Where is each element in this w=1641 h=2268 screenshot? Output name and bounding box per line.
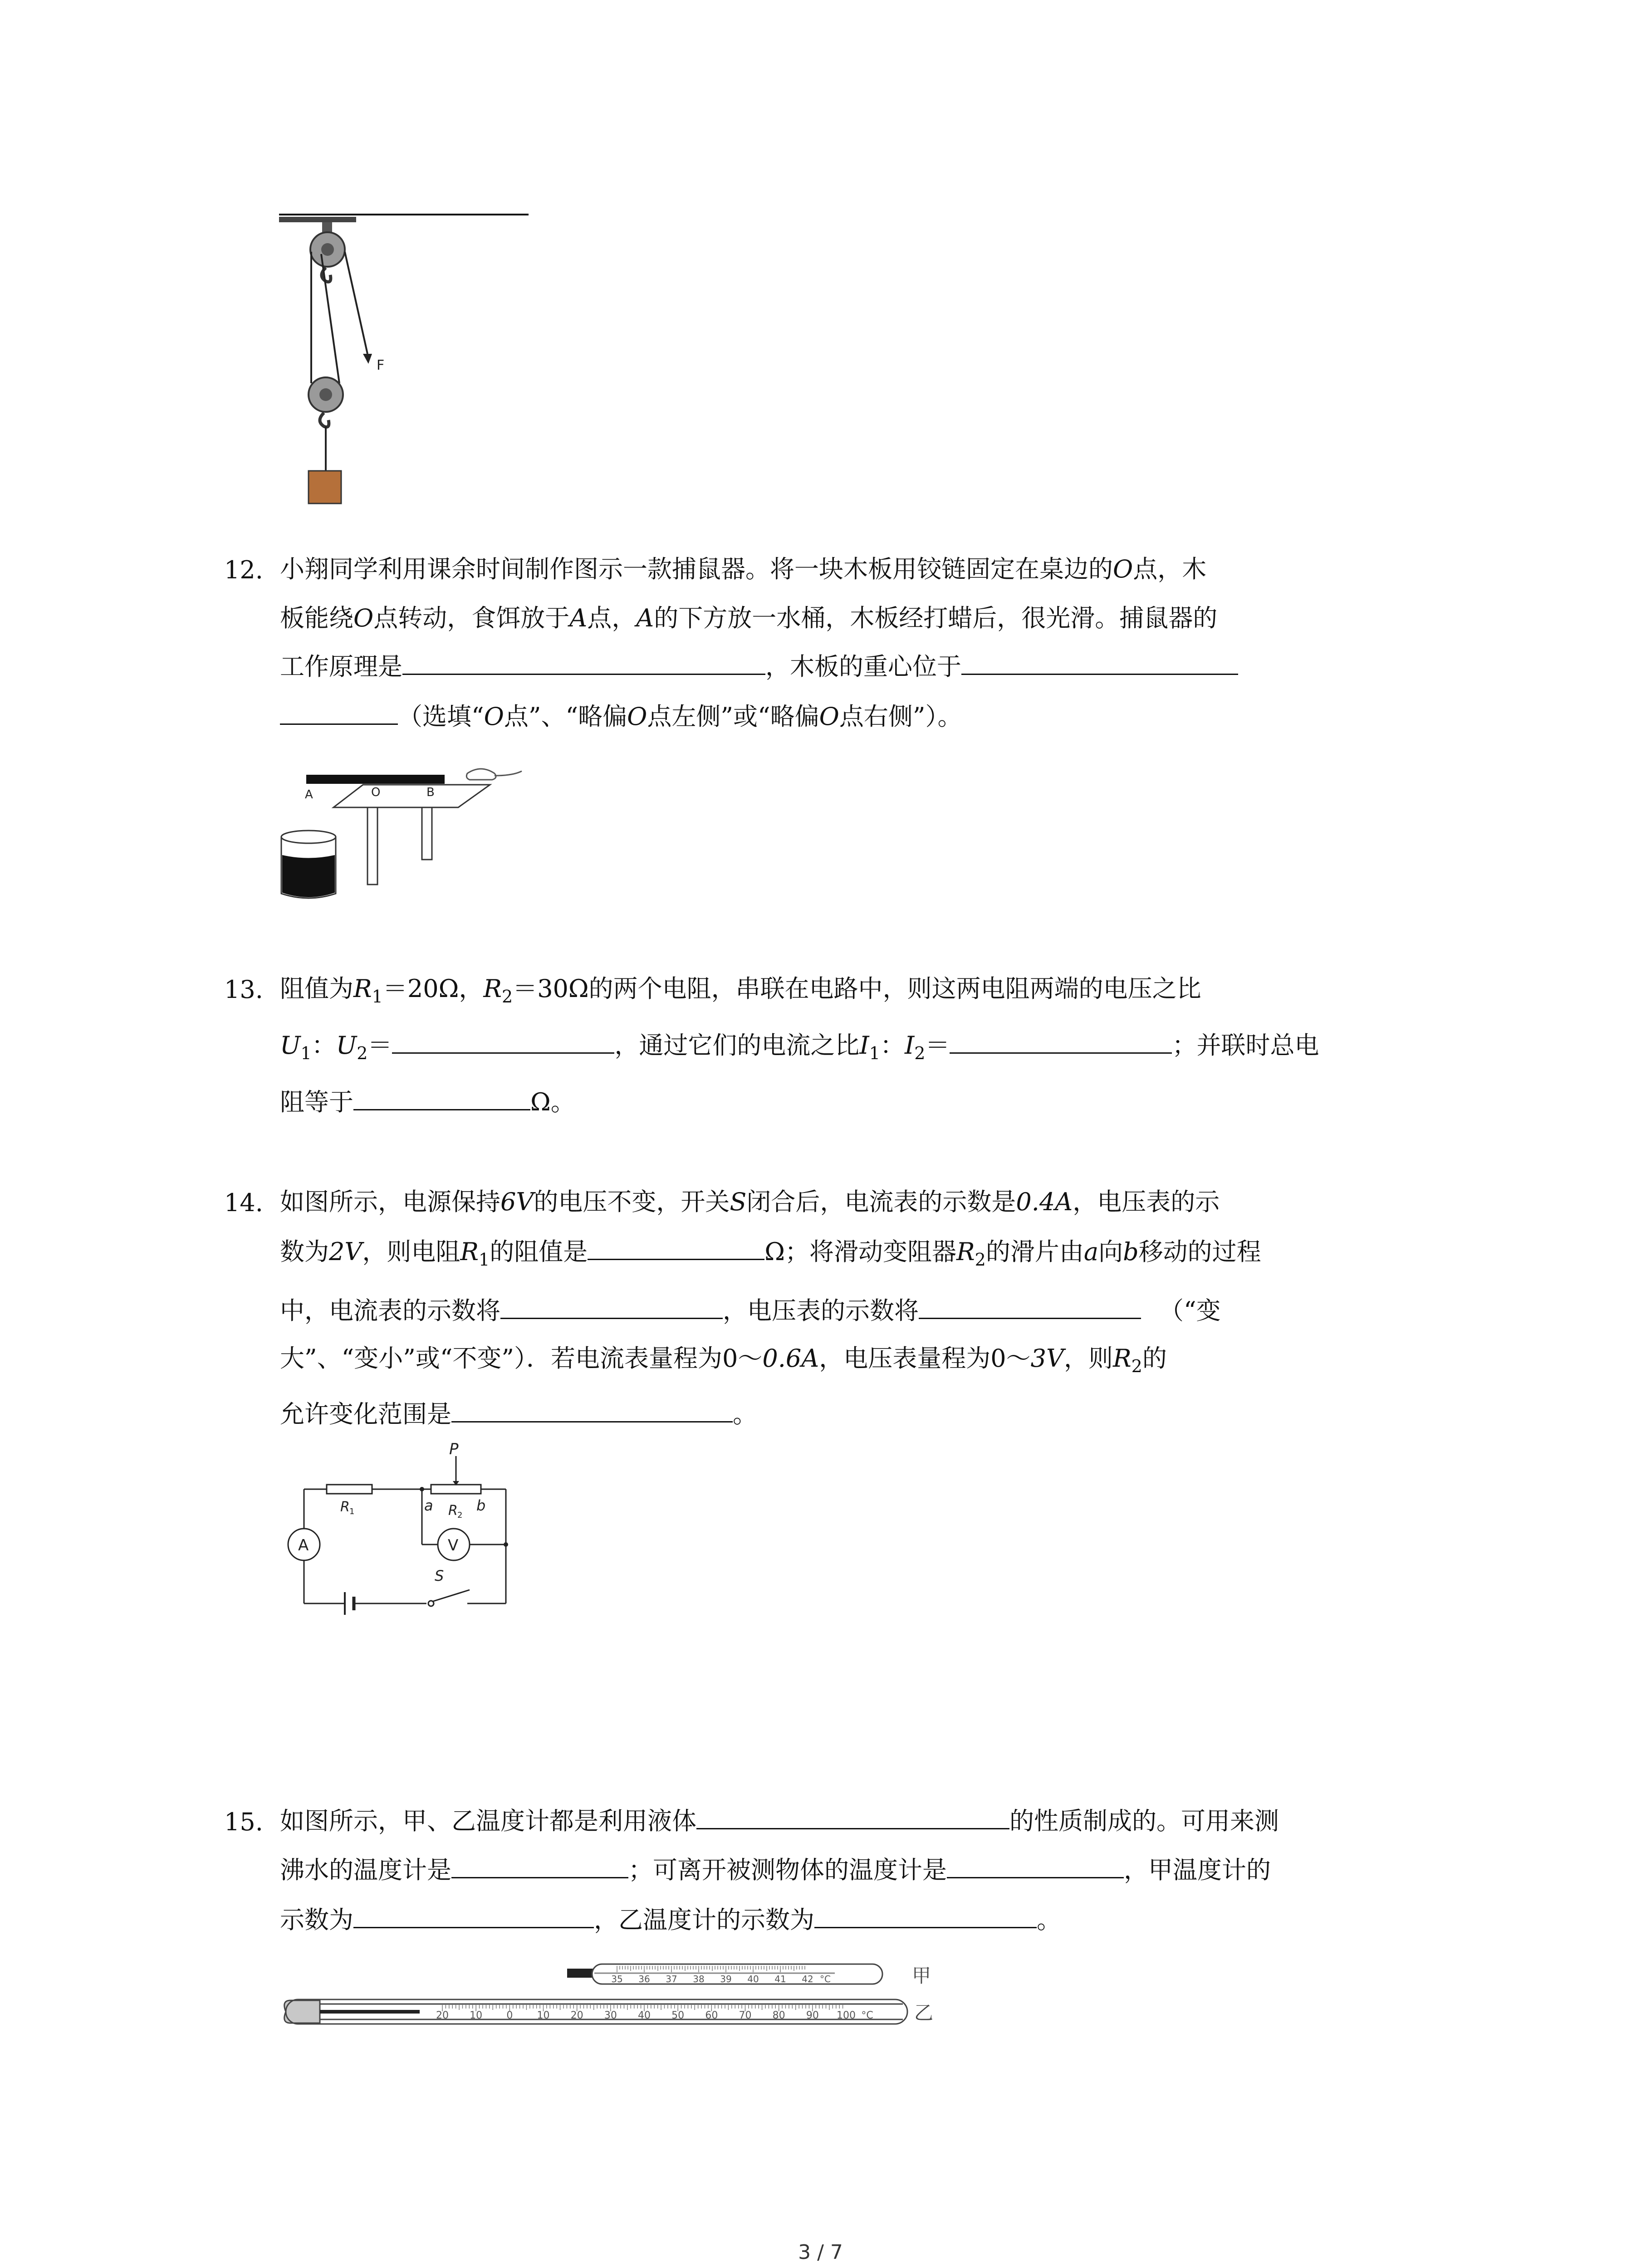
force-label: F [377,357,385,373]
scale-label: 90 [806,2010,819,2021]
q14-text: 的电压不变，开关 [534,1188,730,1216]
q12-var: O [353,604,374,632]
q14-text: 如图所示，电源保持 [280,1188,500,1216]
q13-text: ： [311,1031,336,1060]
q12-line3 [280,653,1238,680]
resistor-r1 [327,1485,372,1494]
scale-label: 20 [436,2010,449,2021]
q13-text: ＝ [367,1031,392,1060]
water-bucket [282,855,335,897]
label-b-end: b [476,1497,486,1514]
answer-blank[interactable] [588,1240,764,1260]
scale-label: 80 [772,2010,785,2021]
q12-text: 点转动，食饵放于 [373,604,570,632]
answer-blank[interactable] [353,1908,594,1928]
answer-blank[interactable] [500,1299,723,1319]
q14-var: 3V [1030,1344,1064,1373]
q12-text: 工作原理是 [280,652,402,681]
table-top [333,785,490,807]
scale-label: 41 [774,1974,786,1984]
q15-text: ，乙温度计的示数为 [594,1906,814,1934]
scale-label: 60 [705,2010,718,2021]
mouse-icon [466,769,522,780]
q14-text: ，电压表量程为0～ [819,1344,1031,1373]
mousetrap-figure [277,758,558,912]
q14-line5 [280,1401,757,1428]
q13-line3 [280,1089,575,1116]
q14-text: 闭合后，电流表的示数是 [746,1188,1016,1216]
q12-line2 [280,605,1217,632]
q15-text: 。 [1037,1906,1061,1934]
q14-text: （“变 [1159,1296,1221,1325]
q14-text: 允许变化范围是 [280,1400,451,1428]
voltmeter-label: V [448,1536,459,1554]
q14-sub: 2 [975,1249,986,1270]
q13-text: ＝20Ω， [382,974,484,1003]
q14-var: R [1112,1344,1132,1373]
q14-var: 2V [329,1237,362,1266]
q14-text: 数为 [280,1237,329,1266]
q13-var: U [280,1031,301,1060]
q12-text: 点，木 [1133,555,1207,583]
q12-number: 12. [224,556,263,584]
q15-text: ；可离开被测物体的温度计是 [628,1856,947,1884]
answer-blank[interactable] [961,655,1238,675]
q12-var: A [636,604,654,632]
q14-text: 移动的过程 [1138,1237,1261,1266]
scale-label: 20 [570,2010,583,2021]
q13-sub: 2 [502,986,513,1007]
q13-sub: 1 [372,986,383,1007]
answer-blank[interactable] [280,704,398,725]
q12-text: ，木板的重心位于 [765,652,961,681]
page-number: 3 / 7 [798,2241,843,2264]
scale-label: 0 [506,2010,513,2021]
q13-line1 [280,974,1201,1007]
answer-blank[interactable] [919,1299,1141,1319]
q13-sub: 2 [357,1043,368,1063]
thermometer-jia-label: 甲 [912,1965,931,1987]
q14-text: 的阻值是 [490,1237,588,1266]
label-a: A [305,788,313,802]
q12-text: 的下方放一水桶，木板经打蜡后，很光滑。捕鼠器的 [654,604,1218,632]
ammeter-label: A [298,1536,309,1554]
q13-text: ＝30Ω的两个电阻，串联在电路中，则这两电阻两端的电压之比 [513,974,1201,1003]
q13-text: ，通过它们的电流之比 [614,1031,860,1060]
q14-line4 [280,1344,1167,1376]
label-b: B [426,786,435,799]
q14-text: 中，电流表的示数将 [280,1296,500,1325]
q14-text: ，则电阻 [362,1237,460,1266]
q14-text: ，则 [1063,1344,1113,1373]
ceiling-hatch [279,217,356,222]
q13-line2 [280,1031,1319,1063]
q15-line1 [280,1808,1279,1835]
table-leg [367,807,377,885]
q13-number: 13. [224,975,263,1004]
scale-unit: °C [820,1974,831,1984]
q13-sub: 1 [300,1043,312,1063]
q15-text: 示数为 [280,1906,353,1934]
q12-text: （选填“ [398,702,484,731]
scale-label: 42 [802,1974,813,1984]
scale-label: 40 [747,1974,759,1984]
q14-var: 6V [500,1188,534,1216]
answer-blank[interactable] [451,1402,733,1422]
q14-text: 大”、“变小”或“不变”）．若电流表量程为0～ [280,1344,763,1373]
circuit-figure [277,1442,531,1642]
q15-line3 [280,1906,1061,1934]
answer-blank[interactable] [950,1033,1172,1054]
thermometer-jia [592,1964,882,1984]
table-leg [422,807,432,860]
answer-blank[interactable] [353,1090,530,1110]
q15-text: 如图所示，甲、乙温度计都是利用液体 [280,1807,696,1835]
q12-var: O [819,702,839,731]
switch-label: S [435,1567,444,1584]
q12-text: 小翔同学利用课余时间制作图示一款捕鼠器。将一块木板用铰链固定在桌边的 [280,555,1113,583]
q12-text: 板能绕 [280,604,353,632]
q12-var: O [484,702,504,731]
q14-text: 。 [733,1400,757,1428]
q12-var: A [569,604,588,632]
q12-var: O [1113,555,1133,583]
q12-text: 点左侧”或“略偏 [647,702,819,731]
q14-line3 [280,1297,1221,1325]
q12-var: O [627,702,647,731]
q14-sub: 2 [1131,1356,1142,1376]
q12-text: 点”、“略偏 [504,702,627,731]
q14-text: 的滑片由 [985,1237,1084,1266]
label-r1-sub: 1 [349,1507,355,1516]
q12-text: 点右侧”）。 [839,702,962,731]
board [306,775,445,784]
scale-label: 36 [638,1974,650,1984]
q13-text: 阻值为 [280,974,353,1003]
q13-text: ；并联时总电 [1172,1031,1319,1060]
q14-var: S [730,1188,747,1216]
q13-var: R [483,974,502,1003]
rheostat-r2 [431,1485,481,1494]
q12-text: 点， [587,604,637,632]
scale-label: 38 [693,1974,705,1984]
label-r2-sub: 2 [457,1510,463,1520]
answer-blank[interactable] [451,1858,628,1878]
answer-blank[interactable] [402,655,765,675]
q13-text: 阻等于 [280,1088,353,1116]
q13-text: ＝ [925,1031,950,1060]
q14-var: 0.4A [1016,1188,1073,1216]
q15-number: 15. [224,1808,263,1836]
q14-text: 的 [1142,1344,1167,1373]
answer-blank[interactable] [392,1033,614,1054]
q14-text: Ω；将滑动变阻器 [764,1237,956,1266]
scale-unit: °C [861,2010,873,2021]
scale-label: 40 [638,2010,651,2021]
q14-text: 向 [1098,1237,1123,1266]
pulley-figure [272,204,544,513]
q12-line1 [280,556,1206,583]
scale-label: 10 [537,2010,550,2021]
q13-text: ： [880,1031,905,1060]
answer-blank[interactable] [814,1908,1037,1928]
q13-text: Ω。 [530,1088,575,1116]
scale-label: 35 [611,1974,623,1984]
answer-blank[interactable] [947,1858,1124,1878]
q13-var: I [904,1031,915,1060]
q14-var: R [460,1237,479,1266]
q14-var: a [1083,1237,1099,1266]
q13-var: R [353,974,372,1003]
switch-lever [433,1590,470,1601]
q14-number: 14. [224,1188,263,1217]
hanging-block [309,471,341,503]
q14-text: ，电压表的示 [1073,1188,1220,1216]
scale-label: 70 [739,2010,752,2021]
label-r1: R [340,1499,350,1515]
q14-line1 [280,1188,1220,1216]
thermometers-figure [277,1950,957,2059]
scale-label: 50 [671,2010,685,2021]
label-p: P [449,1442,459,1458]
q13-sub: 1 [869,1043,880,1063]
scale-label: 39 [720,1974,732,1984]
label-r2: R [448,1503,458,1519]
q15-text: 的性质制成的。可用来测 [1009,1807,1279,1835]
label-a-end: a [424,1497,433,1514]
q14-var: 0.6A [762,1344,819,1373]
q14-sub: 1 [479,1249,490,1270]
q13-var: I [859,1031,869,1060]
q14-var: R [956,1237,975,1266]
q14-text: ，电压表的示数将 [723,1296,919,1325]
q13-sub: 2 [914,1043,926,1063]
q15-line2 [280,1857,1271,1884]
label-o: O [371,786,381,799]
scale-label: 30 [604,2010,617,2021]
q13-var: U [336,1031,357,1060]
answer-blank[interactable] [696,1809,1009,1829]
q14-line2 [280,1237,1261,1270]
thermometer-yi-label: 乙 [914,2002,934,2024]
scale-label: 100 [837,2010,856,2021]
q15-text: ，甲温度计的 [1124,1856,1271,1884]
scale-label: 10 [470,2010,483,2021]
q12-line4 [280,703,962,730]
q15-text: 沸水的温度计是 [280,1856,451,1884]
scale-label: 37 [666,1974,677,1984]
q14-var: b [1123,1237,1139,1266]
